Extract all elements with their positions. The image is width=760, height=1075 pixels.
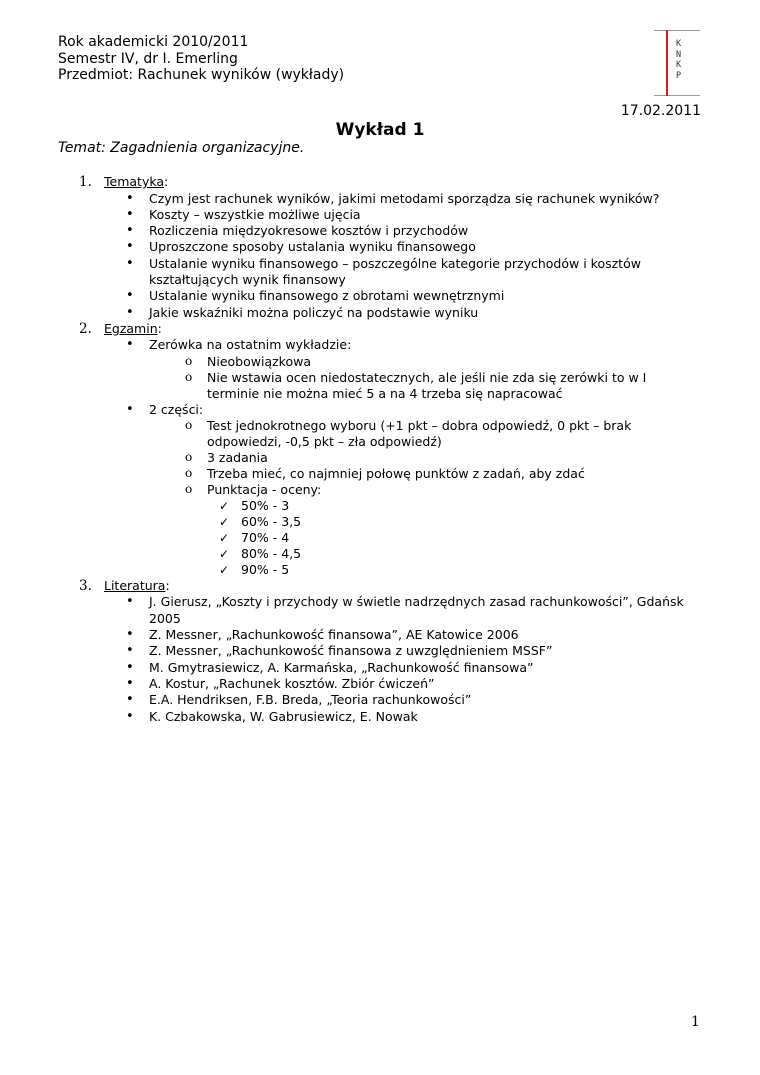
circle-bullet-icon: o xyxy=(185,449,193,464)
section-tematyka: 1. Tematyka: xyxy=(79,174,169,190)
section-number: 1. xyxy=(79,174,92,190)
circle-bullet-icon: o xyxy=(185,353,193,368)
sub-list-item: o Nieobowiązkowa xyxy=(185,353,311,369)
sub-list-item-continuation: odpowiedzi, -0,5 pkt – zła odpowiedź) xyxy=(207,433,442,449)
document-body xyxy=(0,174,760,725)
bullet-icon: • xyxy=(126,288,134,304)
bullet-icon: • xyxy=(126,304,134,320)
grade-item: ✓ 50% - 3 xyxy=(219,497,290,513)
bullet-icon: • xyxy=(126,239,134,255)
knkp-logo xyxy=(654,30,700,96)
checkmark-icon: ✓ xyxy=(219,562,230,577)
section-heading: Tematyka xyxy=(104,174,165,189)
grade-item: ✓ 80% - 4,5 xyxy=(219,545,302,561)
list-item: • Jakie wskaźniki można policzyć na podstawie wyniku xyxy=(126,304,479,320)
list-item: • Z. Messner, „Rachunkowość finansowa”, AE Katowice 2006 xyxy=(126,627,519,643)
sub-list-item: o 3 zadania xyxy=(185,449,268,465)
list-item: • Rozliczenia międzyokresowe kosztów i przychodów xyxy=(126,223,469,239)
bullet-icon: • xyxy=(126,708,134,724)
logo-letters: K N K P xyxy=(676,39,682,81)
page-number: 1 xyxy=(691,1014,700,1030)
academic-year: Rok akademicki 2010/2011 xyxy=(58,34,249,50)
course-subject: Przedmiot: Rachunek wyników (wykłady) xyxy=(58,67,345,83)
sub-list-item-continuation: terminie nie można mieć 5 a na 4 trzeba się napracować xyxy=(207,385,563,401)
sub-list-item: o Punktacja - oceny: xyxy=(185,481,322,497)
list-item: • Koszty – wszystkie możliwe ujęcia xyxy=(126,206,361,222)
list-item: • Z. Messner, „Rachunkowość finansowa z uwzględnieniem MSSF” xyxy=(126,643,553,659)
section-number: 2. xyxy=(79,320,92,337)
bullet-icon: • xyxy=(126,190,134,206)
bullet-icon: • xyxy=(126,627,134,643)
list-item: • Ustalanie wyniku finansowego z obrotami wewnętrznymi xyxy=(126,288,505,304)
circle-bullet-icon: o xyxy=(185,465,193,480)
circle-bullet-icon: o xyxy=(185,417,193,432)
list-item: • K. Czbakowska, W. Gabrusiewicz, E. Nowak xyxy=(126,708,418,724)
section-heading: Egzamin xyxy=(104,320,158,336)
logo-red-rule xyxy=(666,30,668,96)
section-heading: Literatura xyxy=(104,577,166,593)
bullet-icon: • xyxy=(126,643,134,659)
list-item: • Uproszczone sposoby ustalania wyniku finansowego xyxy=(126,239,476,255)
page-title: Wykład 1 xyxy=(335,120,425,140)
checkmark-icon: ✓ xyxy=(219,514,230,529)
circle-bullet-icon: o xyxy=(185,481,193,496)
circle-bullet-icon: o xyxy=(185,369,193,384)
section-number: 3. xyxy=(79,577,92,594)
semester-lecturer: Semestr IV, dr I. Emerling xyxy=(58,50,238,67)
list-item: • 2 części: xyxy=(126,401,204,417)
bullet-icon: • xyxy=(126,692,134,708)
list-item: • A. Kostur, „Rachunek kosztów. Zbiór ćwiczeń” xyxy=(126,675,435,691)
sub-list-item: o Test jednokrotnego wyboru (+1 pkt – dobra odpowiedź, 0 pkt – brak xyxy=(185,417,632,433)
grade-item: ✓ 60% - 3,5 xyxy=(219,513,302,529)
grade-item: ✓ 90% - 5 xyxy=(219,561,290,577)
bullet-icon: • xyxy=(126,675,134,691)
list-item-continuation: kształtujących wynik finansowy xyxy=(149,271,346,287)
list-item: • Zerówka na ostatnim wykładzie: xyxy=(126,337,352,353)
lecture-topic: Temat: Zagadnienia organizacyjne. xyxy=(58,140,305,156)
checkmark-icon: ✓ xyxy=(219,498,230,513)
bullet-icon: • xyxy=(126,206,134,222)
grade-item: ✓ 70% - 4 xyxy=(219,529,290,545)
checkmark-icon: ✓ xyxy=(219,530,230,545)
list-item: • M. Gmytrasiewicz, A. Karmańska, „Rachunkowość finansowa” xyxy=(126,659,534,675)
list-item: • J. Gierusz, „Koszty i przychody w świetle nadrzędnych zasad rachunkowości”, Gdańsk xyxy=(126,594,684,610)
bullet-icon: • xyxy=(126,255,134,271)
logo-top-rule xyxy=(654,30,700,31)
checkmark-icon: ✓ xyxy=(219,546,230,561)
bullet-icon: • xyxy=(126,659,134,675)
course-header xyxy=(58,34,344,84)
section-egzamin: 2. Egzamin: xyxy=(79,320,162,337)
bullet-icon: • xyxy=(126,401,134,417)
list-item-continuation: 2005 xyxy=(149,610,181,626)
list-item: • Ustalanie wyniku finansowego – poszczególne kategorie przychodów i kosztów xyxy=(126,255,641,271)
lecture-date: 17.02.2011 xyxy=(620,103,701,119)
sub-list-item: o Trzeba mieć, co najmniej połowę punktów z zadań, aby zdać xyxy=(185,465,585,481)
list-item: • Czym jest rachunek wyników, jakimi metodami sporządza się rachunek wyników? xyxy=(126,190,660,206)
logo-bottom-rule xyxy=(654,95,700,96)
sub-list-item: o Nie wstawia ocen niedostatecznych, ale jeśli nie zda się zerówki to w I xyxy=(185,369,647,385)
list-item: • E.A. Hendriksen, F.B. Breda, „Teoria rachunkowości” xyxy=(126,692,472,708)
bullet-icon: • xyxy=(126,223,134,239)
bullet-icon: • xyxy=(126,594,134,610)
section-literatura: 3. Literatura: xyxy=(79,577,170,594)
bullet-icon: • xyxy=(126,337,134,353)
